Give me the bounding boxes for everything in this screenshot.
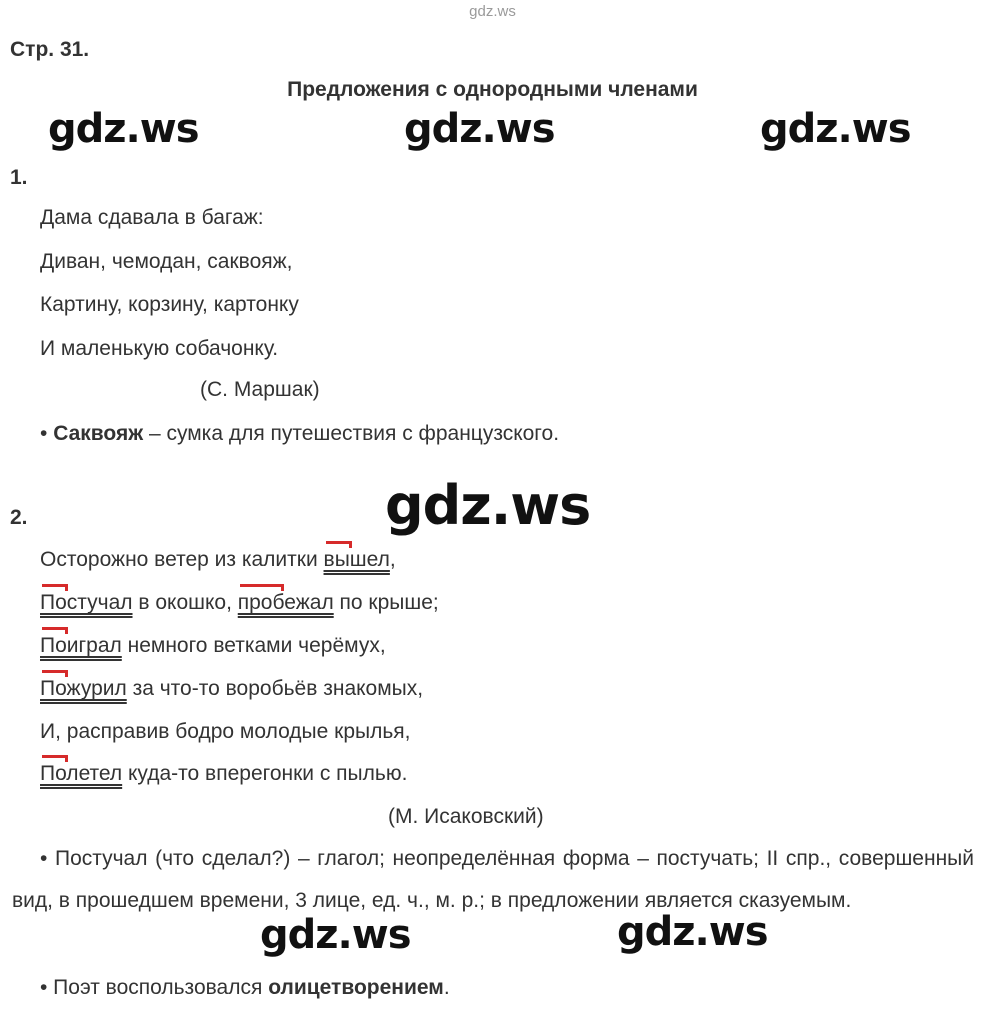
line-text: немного ветками черёмух, (121, 634, 386, 657)
line-text: куда-то вперегонки с пылью. (122, 762, 408, 785)
line-text: за что-то воробьёв знакомых, (126, 677, 424, 700)
predicate-text: пробежал (237, 591, 334, 614)
stem-bracket-mark (326, 541, 352, 548)
top-watermark: gdz.ws (469, 3, 516, 20)
bullet: • (40, 422, 54, 445)
predicate-text: Полетел (40, 762, 123, 785)
poem-author: (С. Маршак) (200, 378, 320, 401)
predicate-word (238, 591, 334, 615)
poem-line: И маленькую собачонку. (40, 337, 279, 360)
predicate-text: Постучал (40, 591, 133, 614)
vocabulary-note (40, 422, 559, 446)
watermark: gdz.ws (48, 106, 199, 152)
note-text: – сумка для путешествия с французского. (143, 422, 560, 445)
predicate-word (40, 591, 133, 615)
predicate-word (324, 548, 390, 572)
section-heading: Предложения с однородными членами (287, 78, 698, 101)
note-term: Саквояж (53, 422, 144, 445)
watermark: gdz.ws (385, 474, 591, 537)
poem-line: И, расправив бодро молодые крылья, (40, 720, 411, 743)
poem-line (40, 634, 386, 658)
predicate-text: Поиграл (40, 634, 122, 657)
note-term: олицетворением (268, 976, 444, 999)
task-number: 2. (10, 506, 28, 529)
line-text: , (389, 548, 396, 571)
predicate-text: Пожурил (40, 677, 127, 700)
predicate-word (40, 762, 122, 786)
poem-line (40, 762, 407, 786)
line-text: в окошко, (132, 591, 238, 614)
predicate-word (40, 677, 127, 701)
predicate-text: вышел (323, 548, 390, 571)
stem-bracket-mark (42, 755, 68, 762)
personification-note (40, 976, 450, 1000)
poem-line: Дама сдавала в багаж: (40, 206, 264, 229)
stem-bracket-mark (42, 670, 68, 677)
poem-line (40, 591, 439, 615)
note-text: • Поэт воспользовался (40, 976, 269, 999)
page-reference: Стр. 31. (10, 38, 90, 61)
poem-line: Картину, корзину, картонку (40, 293, 299, 316)
predicate-word (40, 634, 122, 658)
poem-line (40, 677, 423, 701)
task-number: 1. (10, 166, 28, 189)
note-text: . (443, 976, 450, 999)
stem-bracket-mark (42, 584, 68, 591)
poem-author: (М. Исаковский) (388, 805, 544, 828)
poem-line: Диван, чемодан, саквояж, (40, 250, 293, 273)
line-text: Осторожно ветер из калитки (40, 548, 324, 571)
watermark: gdz.ws (760, 106, 911, 152)
stem-bracket-mark (240, 584, 284, 591)
watermark: gdz.ws (404, 106, 555, 152)
morphological-analysis: • Постучал (что сделал?) – глагол; неопределённая форма – постучать; II спр., совершенный вид, в прошедшем времени, 3 лице, ед. ч., м. р.; в предложении является сказуемым. (12, 847, 974, 912)
watermark: gdz.ws (260, 912, 411, 958)
watermark: gdz.ws (617, 909, 768, 955)
line-text: по крыше; (333, 591, 439, 614)
stem-bracket-mark (42, 627, 68, 634)
poem-line (40, 548, 396, 572)
